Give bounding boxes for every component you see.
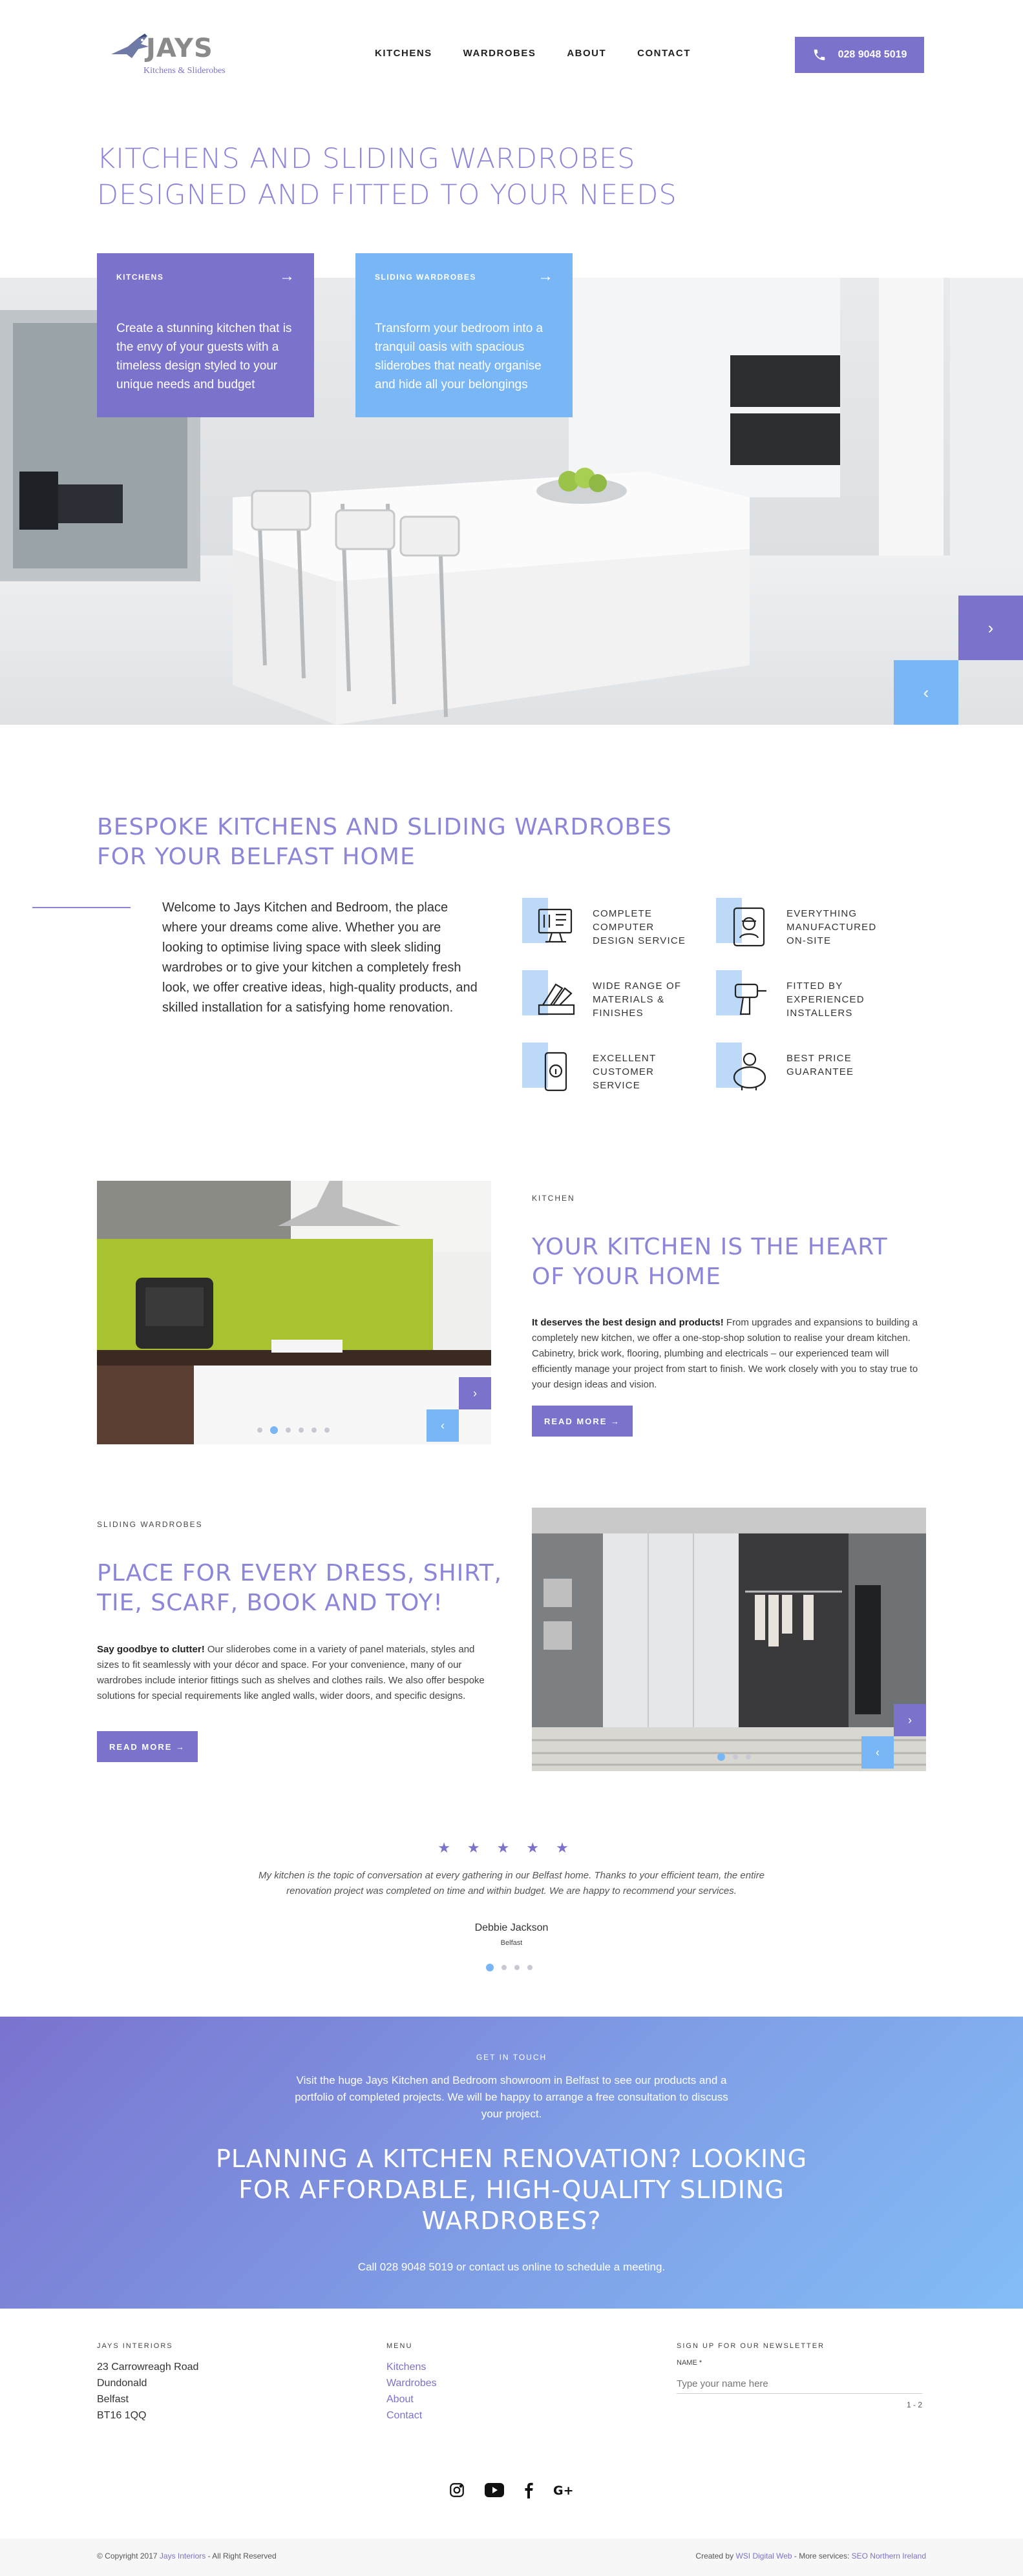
footer-link-kitchens[interactable]: Kitchens	[386, 2362, 427, 2373]
hero-card-kitchens-text: Create a stunning kitchen that is the envy of your guests with a timeless design styled to your unique needs and budget	[116, 322, 292, 391]
phone-info-icon	[534, 1049, 579, 1094]
site-header	[0, 0, 1023, 110]
hero-card-wardrobes-text: Transform your bedroom into a tranquil oasis with spacious sliderobes that neatly organise and hide all your belongings	[375, 322, 543, 391]
hero-card-wardrobes[interactable]	[355, 253, 573, 417]
logo-tagline: Kitchens & Sliderobes	[143, 66, 226, 76]
hero-next-button[interactable]	[958, 596, 1023, 660]
decorative-line	[32, 907, 131, 908]
cta-eyebrow: GET IN TOUCH	[476, 2053, 547, 2062]
kitchen-photo	[97, 1181, 491, 1444]
company-link[interactable]: Jays Interiors	[159, 2551, 206, 2560]
kitchen-title	[532, 1232, 933, 1292]
slider-dot[interactable]	[286, 1428, 291, 1433]
chevron-right-icon: ›	[987, 618, 994, 638]
seo-link[interactable]: SEO Northern Ireland	[851, 2551, 926, 2560]
instagram-icon[interactable]	[448, 2482, 465, 2498]
swatches-icon	[534, 977, 579, 1022]
hero-title-line-1: KITCHENS AND SLIDING WARDROBES	[97, 143, 636, 175]
newsletter-heading: SIGN UP FOR OUR NEWSLETTER	[677, 2342, 825, 2350]
slider-dot[interactable]	[257, 1428, 262, 1433]
wardrobe-read-more-button[interactable]: READ MORE →	[97, 1731, 198, 1762]
kitchen-text-bold: It deserves the best design and products!	[532, 1317, 724, 1328]
arrow-right-icon: →	[538, 267, 553, 285]
footer-newsletter-column	[677, 2342, 922, 2409]
wardrobe-slider-dots	[717, 1753, 751, 1761]
computer-design-icon	[534, 904, 579, 950]
arrow-right-icon: →	[279, 267, 295, 285]
phone-button[interactable]	[795, 37, 924, 73]
cta-lead-text: Visit the huge Jays Kitchen and Bedroom showroom in Belfast to see our products and a portfolio of completed projects. We will be happy to arrange a free consultation to discuss your project.	[295, 2074, 728, 2120]
kitchen-green-splashback-illustration	[97, 1181, 491, 1444]
cta-title: PLANNING A KITCHEN RENOVATION? LOOKING FOR AFFORDABLE, HIGH-QUALITY SLIDING WARDROBES?	[215, 2145, 808, 2235]
chevron-left-icon: ‹	[876, 1745, 880, 1759]
address-line: 23 Carrowreagh Road	[97, 2362, 199, 2373]
wardrobe-text-body: Our sliderobes come in a variety of panel materials, styles and sizes to fit seamlessly with your décor and space. For your convenience, many of our wardrobes include interior fittings such as shelves and clothes rails. We also offer bespoke solutions for special requirements like angled walls, wider doors, and specific designs.	[97, 1644, 485, 1701]
bespoke-title-line-1: BESPOKE KITCHENS AND SLIDING WARDROBES	[97, 814, 672, 840]
piggy-bank-icon	[728, 1049, 773, 1094]
nav-contact[interactable]: CONTACT	[637, 48, 691, 59]
copyright: © Copyright 2017 Jays Interiors - All Right Reserved	[97, 2551, 277, 2560]
rating-stars: ★★★★★	[438, 1840, 585, 1856]
facebook-icon[interactable]	[523, 2482, 534, 2498]
slider-dot[interactable]	[514, 1965, 520, 1970]
worker-tablet-icon	[728, 904, 773, 950]
hero-prev-button[interactable]	[894, 660, 958, 725]
slider-dot[interactable]	[746, 1754, 751, 1760]
kitchen-slider-dots	[257, 1426, 330, 1434]
feature-customer-service: EXCELLENT CUSTOMER SERVICE	[522, 1043, 697, 1101]
wardrobe-text	[97, 1642, 491, 1704]
testimonial-city: Belfast	[500, 1939, 523, 1947]
address-line: Belfast	[97, 2394, 129, 2405]
testimonial-slider-dots	[486, 1964, 533, 1971]
address-line: Dundonald	[97, 2378, 147, 2389]
nav-kitchens[interactable]: KITCHENS	[375, 48, 432, 59]
testimonial-author: Debbie Jackson	[474, 1922, 549, 1933]
testimonial-quote: My kitchen is the topic of conversation at every gathering in our Belfast home. Thanks to your efficient team, the entire renovation project was completed on time and within budget. We are happy to recommend your services.	[258, 1870, 765, 1896]
footer-bottom-bar	[0, 2539, 1023, 2576]
wardrobe-room-illustration	[532, 1508, 926, 1771]
nav-wardrobes[interactable]: WARDROBES	[463, 48, 536, 59]
slider-dot[interactable]	[527, 1965, 533, 1970]
hero-card-wardrobes-label: SLIDING WARDROBES	[375, 273, 476, 282]
address-line: BT16 1QQ	[97, 2410, 147, 2421]
chevron-left-icon: ‹	[441, 1418, 445, 1432]
logo-wordmark: JAYS	[146, 34, 213, 63]
bespoke-intro-text: Welcome to Jays Kitchen and Bedroom, the place where your dreams come alive. Whether you are looking to optimise living space with sleek sliding wardrobes or to give your kitchen a completely fresh look, we offer creative ideas, high-quality products, and skilled installation for a satisfying home renovation.	[162, 900, 478, 1015]
kitchen-eyebrow: KITCHEN	[532, 1194, 575, 1203]
drill-icon	[728, 977, 773, 1022]
hero-card-kitchens[interactable]	[97, 253, 314, 417]
feature-materials: WIDE RANGE OF MATERIALS & FINISHES	[522, 970, 697, 1028]
chevron-left-icon: ‹	[923, 682, 929, 702]
footer-link-wardrobes[interactable]: Wardrobes	[386, 2378, 437, 2389]
slider-dot[interactable]	[717, 1753, 725, 1761]
hero-title-line-2: DESIGNED AND FITTED TO YOUR NEEDS	[97, 179, 677, 211]
kitchen-title-line-1: YOUR KITCHEN IS THE HEART	[532, 1234, 888, 1260]
wardrobe-title	[97, 1559, 511, 1618]
bespoke-title	[97, 813, 808, 872]
footer-link-about[interactable]: About	[386, 2394, 414, 2405]
slider-dot[interactable]	[324, 1428, 330, 1433]
social-links	[0, 2482, 1023, 2498]
footer-address-column	[97, 2342, 198, 2424]
wsi-link[interactable]: WSI Digital Web	[735, 2551, 792, 2560]
feature-manufactured-on-site: EVERYTHING MANUFACTURED ON-SITE	[716, 898, 891, 956]
logo[interactable]	[109, 30, 238, 81]
main-nav	[375, 48, 691, 59]
kitchen-next-button[interactable]	[459, 1377, 491, 1409]
newsletter-step-indicator: 1 - 2	[906, 2400, 922, 2409]
newsletter-name-label: NAME *	[677, 2359, 702, 2367]
wardrobe-eyebrow: SLIDING WARDROBES	[97, 1520, 203, 1529]
kitchen-text	[532, 1315, 926, 1393]
wardrobe-photo	[532, 1508, 926, 1771]
youtube-icon[interactable]	[485, 2483, 504, 2497]
phone-number: 028 9048 5019	[838, 49, 907, 60]
credits: Created by WSI Digital Web - More services: SEO Northern Ireland	[695, 2551, 926, 2560]
footer-menu-column	[386, 2342, 437, 2424]
slider-dot[interactable]	[486, 1964, 494, 1971]
footer-menu-heading: MENU	[386, 2342, 413, 2350]
kitchen-prev-button[interactable]	[427, 1409, 459, 1442]
wardrobe-prev-button[interactable]	[861, 1736, 894, 1769]
get-in-touch-band	[0, 2017, 1023, 2309]
hero-title	[97, 141, 808, 213]
slider-dot[interactable]	[299, 1428, 304, 1433]
slider-dot[interactable]	[501, 1965, 507, 1970]
nav-about[interactable]: ABOUT	[567, 48, 607, 59]
svg-text:G+: G+	[553, 2484, 574, 2497]
feature-best-price: BEST PRICE GUARANTEE	[716, 1043, 891, 1101]
slider-dot[interactable]	[311, 1428, 317, 1433]
cta-call-text: Call 028 9048 5019 or contact us online to schedule a meeting.	[357, 2261, 666, 2273]
phone-icon	[812, 48, 827, 62]
kitchen-title-line-2: OF YOUR HOME	[532, 1263, 721, 1290]
chevron-right-icon: ›	[908, 1713, 912, 1727]
footer-link-contact[interactable]: Contact	[386, 2410, 423, 2421]
feature-installers: FITTED BY EXPERIENCED INSTALLERS	[716, 970, 891, 1028]
wardrobe-title-line-2: TIE, SCARF, BOOK AND TOY!	[97, 1590, 443, 1616]
kitchen-read-more-button[interactable]: READ MORE →	[532, 1406, 633, 1437]
bespoke-title-line-2: FOR YOUR BELFAST HOME	[97, 844, 416, 870]
google-plus-icon[interactable]	[553, 2483, 575, 2497]
footer-company-heading: JAYS INTERIORS	[97, 2342, 173, 2350]
wardrobe-next-button[interactable]	[894, 1704, 926, 1736]
hero-card-kitchens-label: KITCHENS	[116, 273, 164, 282]
newsletter-name-input[interactable]	[677, 2374, 922, 2394]
slider-dot[interactable]	[270, 1426, 278, 1434]
kitchen-text-body: From upgrades and expansions to building a completely new kitchen, we offer a one-stop-shop solution to realise your dream kitchen. Cabinetry, brick work, flooring, plumbing and electricals – our experienced team will efficiently manage your project from start to finish. We work closely with you to stay true to your design ideas and vision.	[532, 1317, 918, 1390]
chevron-right-icon: ›	[473, 1386, 477, 1400]
feature-computer-design: COMPLETE COMPUTER DESIGN SERVICE	[522, 898, 697, 956]
slider-dot[interactable]	[733, 1754, 738, 1760]
wardrobe-title-line-1: PLACE FOR EVERY DRESS, SHIRT,	[97, 1560, 503, 1586]
wardrobe-text-bold: Say goodbye to clutter!	[97, 1644, 205, 1655]
